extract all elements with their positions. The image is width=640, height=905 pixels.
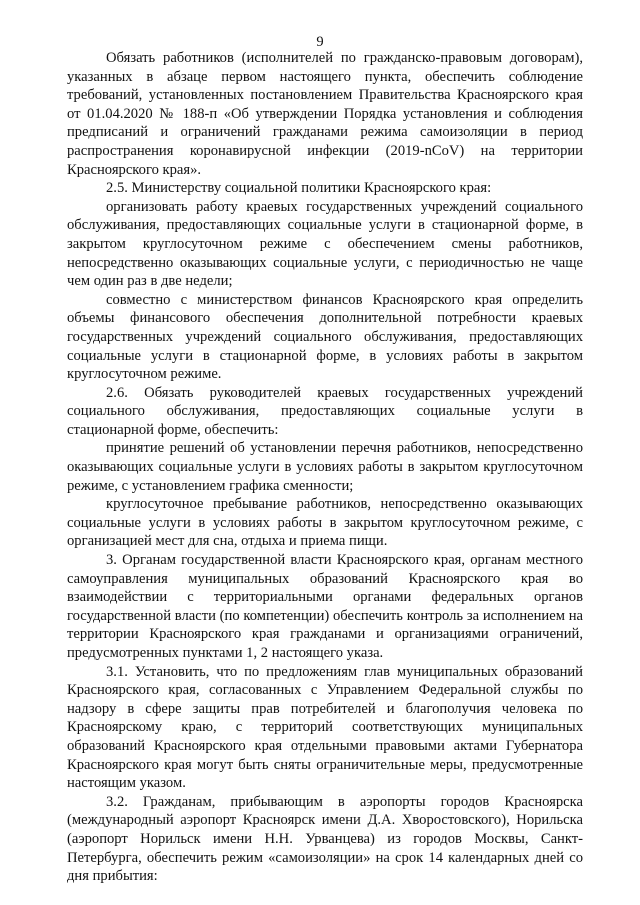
paragraph-2-5-heading: 2.5. Министерству социальной политики Красноярского края: bbox=[106, 180, 492, 197]
page-number: 9 bbox=[316, 34, 324, 50]
paragraph-3-1-lifting-measures: 3.1. Установить, что по предложениям глав муниципальных образований Красноярского края, согласованных с Управлением Федеральной службы по надзору в сфере защиты прав потребителей и благополучия человека по Красноярскому краю, с территорий соответствующих муниципальных образований Красноярского края отдельными правовыми актами Губернатора Красноярского края могут быть сняты ограничительные меры, предусмотренные настоящим указом. bbox=[67, 663, 583, 792]
document-body bbox=[67, 49, 583, 886]
paragraph-2-6-heading: 2.6. Обязать руководителей краевых государственных учреждений социального обслуживания, предоставляющих социальные услуги в стационарной форме, обеспечить: bbox=[67, 384, 583, 438]
paragraph-3-control: 3. Органам государственной власти Красноярского края, органам местного самоуправления муниципальных образований Красноярского края во взаимодействии с территориальными органами федеральных органов государственной власти (по компетенции) обеспечить контроль за исполнением на территории Красноярского края гражданами и организациями ограничений, предусмотренных пунктами 1, 2 настоящего указа. bbox=[67, 552, 583, 661]
paragraph-2-5-financing: совместно с министерством финансов Красноярского края определить объемы финансового обеспечения дополнительной потребности краевых государственных учреждений социального обслуживания, предоставляющих социальные услуги в стационарной форме, в условиях работы в закрытом круглосуточном режиме. bbox=[67, 291, 583, 383]
paragraph-2-6-stay: круглосуточное пребывание работников, непосредственно оказывающих социальные услуги в условиях работы в закрытом круглосуточном режиме, с организацией мест для сна, отдыха и приема пищи. bbox=[67, 496, 583, 550]
paragraph-2-5-organize-work: организовать работу краевых государственных учреждений социального обслуживания, предоставляющих социальные услуги в стационарной форме, в закрытом круглосуточном режиме с обеспечением смены работников, непосредственно оказывающих социальные услуги, с периодичностью не чаще чем один раз в две недели; bbox=[67, 198, 583, 290]
paragraph-2-6-decisions: принятие решений об установлении перечня работников, непосредственно оказывающих социальные услуги в условиях работы в закрытом круглосуточном режиме, с установлением графика сменности; bbox=[67, 440, 583, 494]
paragraph-employee-obligations: Обязать работников (исполнителей по гражданско-правовым договорам), указанных в абзаце первом настоящего пункта, обеспечить соблюдение требований, установленных постановлением Правительства Красноярского края от 01.04.2020 № 188-п «Об утверждении Порядка установления и соблюдения предписаний и ограничений гражданами режима самоизоляции в период распространения коронавирусной инфекции (2019-nCoV) на территории Красноярского края». bbox=[67, 50, 583, 178]
paragraph-3-2-self-isolation: 3.2. Гражданам, прибывающим в аэропорты городов Красноярска (международный аэропорт Красноярск имени Д.А. Хворостовского), Норильска (аэропорт Норильск имени Н.Н. Урванцева) из городов Москвы, Санкт-Петербурга, обеспечить режим «самоизоляции» на срок 14 календарных дней со дня прибытия: bbox=[67, 793, 583, 885]
